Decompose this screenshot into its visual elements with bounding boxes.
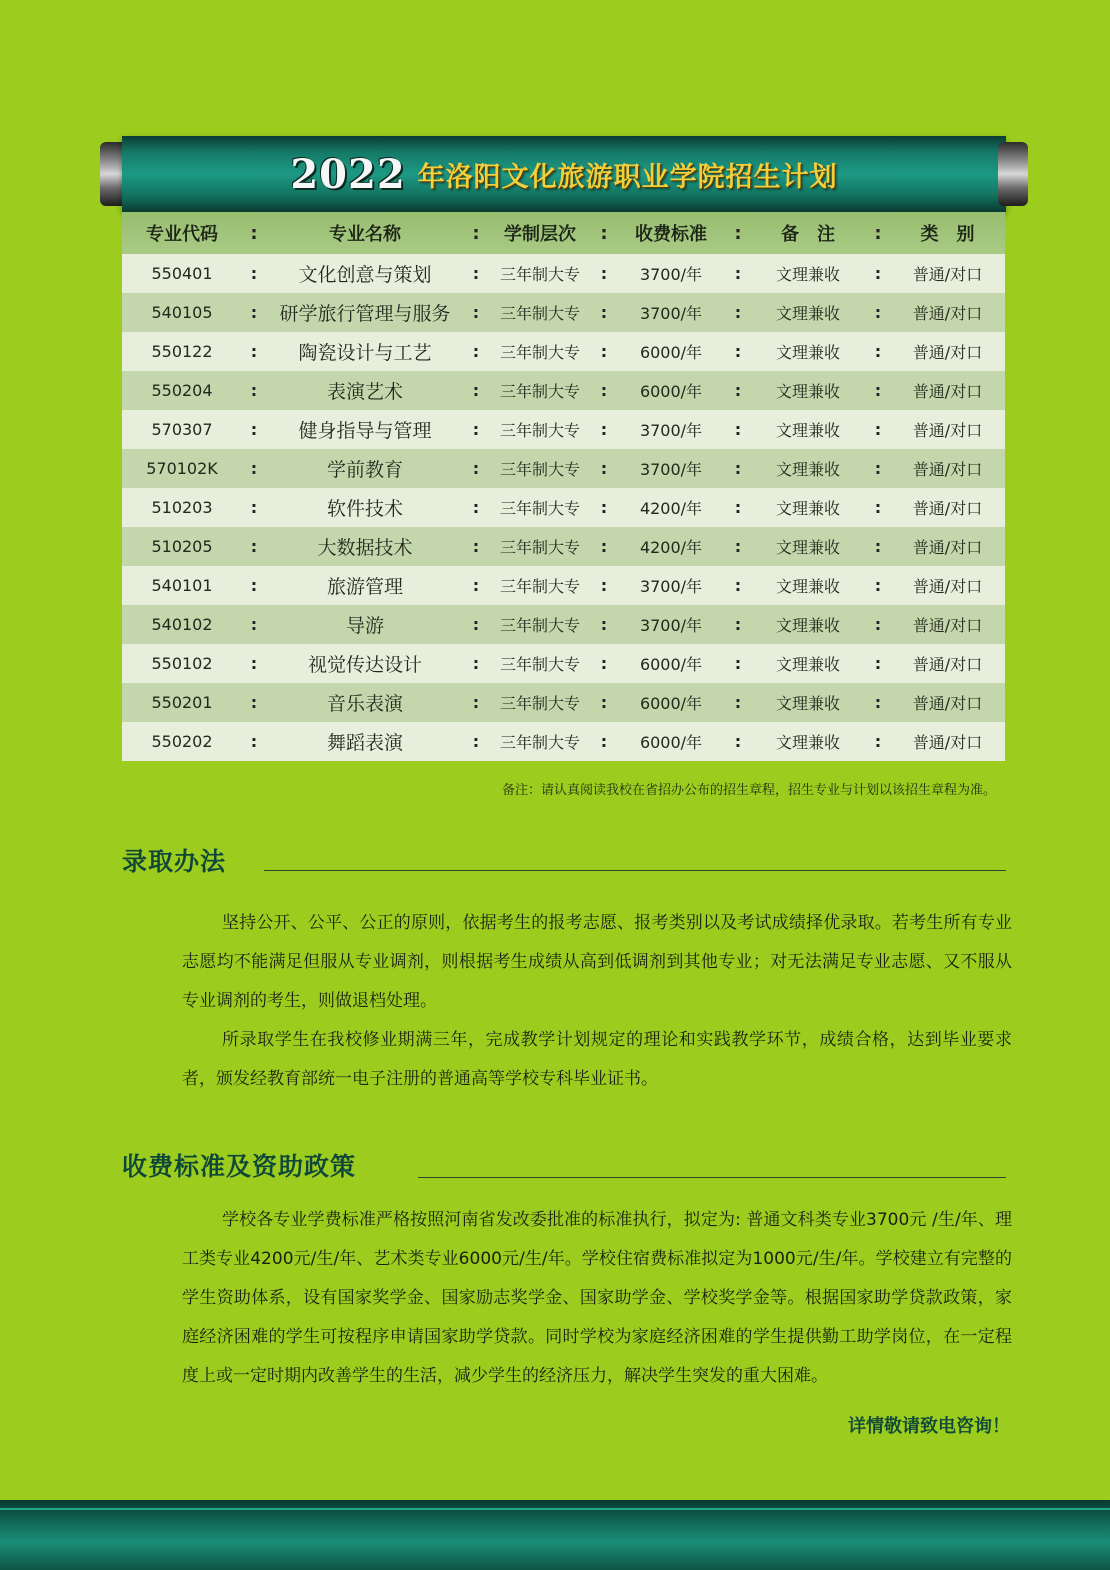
admission-paragraph-2: 所录取学生在我校修业期满三年，完成教学计划规定的理论和实践教学环节，成绩合格，达到毕业要求者，颁发经教育部统一电子注册的普通高等学校专科毕业证书。: [182, 1030, 1012, 1089]
cell-separator: :: [726, 566, 750, 605]
cell-category: 普通/对口: [890, 566, 1005, 605]
header-remark: 备 注: [750, 212, 866, 254]
cell-fee: 6000/年: [616, 332, 726, 371]
cell-code: 540102: [122, 605, 242, 644]
cell-remark: 文理兼收: [750, 683, 866, 722]
cell-level: 三年制大专: [488, 683, 592, 722]
cell-code: 510203: [122, 488, 242, 527]
header-fee: 收费标准: [616, 212, 726, 254]
cell-separator: :: [866, 683, 890, 722]
cell-separator: :: [592, 332, 616, 371]
cell-code: 550201: [122, 683, 242, 722]
cell-separator: :: [726, 488, 750, 527]
cell-name: 学前教育: [266, 449, 464, 488]
cell-category: 普通/对口: [890, 683, 1005, 722]
cell-level: 三年制大专: [488, 644, 592, 683]
cell-name: 导游: [266, 605, 464, 644]
banner-body: [122, 136, 1006, 212]
cell-separator: :: [592, 644, 616, 683]
cell-separator: :: [464, 566, 488, 605]
cell-category: 普通/对口: [890, 488, 1005, 527]
cell-separator: :: [592, 371, 616, 410]
cell-separator: :: [592, 293, 616, 332]
cell-separator: :: [592, 527, 616, 566]
cell-separator: :: [464, 722, 488, 761]
header-category: 类 别: [890, 212, 1005, 254]
cell-fee: 6000/年: [616, 371, 726, 410]
cell-separator: :: [242, 488, 266, 527]
cell-category: 普通/对口: [890, 449, 1005, 488]
table-row: [122, 449, 1005, 488]
cell-name: 视觉传达设计: [266, 644, 464, 683]
cell-separator: :: [464, 605, 488, 644]
cell-level: 三年制大专: [488, 410, 592, 449]
cell-fee: 6000/年: [616, 722, 726, 761]
cell-name: 大数据技术: [266, 527, 464, 566]
cell-separator: :: [726, 527, 750, 566]
cell-separator: :: [464, 332, 488, 371]
cell-separator: :: [726, 644, 750, 683]
table-row: [122, 254, 1005, 293]
cell-code: 510205: [122, 527, 242, 566]
cell-separator: :: [592, 722, 616, 761]
header-name: 专业名称: [266, 212, 464, 254]
banner-title: 年洛阳文化旅游职业学院招生计划: [417, 161, 838, 193]
cell-separator: :: [866, 410, 890, 449]
cell-remark: 文理兼收: [750, 566, 866, 605]
fees-section-title: 收费标准及资助政策: [122, 1152, 357, 1181]
table-row: [122, 722, 1005, 761]
cell-name: 健身指导与管理: [266, 410, 464, 449]
cell-name: 舞蹈表演: [266, 722, 464, 761]
table-row: [122, 371, 1005, 410]
cell-code: 570307: [122, 410, 242, 449]
cell-separator: :: [866, 566, 890, 605]
header-level: 学制层次: [488, 212, 592, 254]
cell-fee: 4200/年: [616, 488, 726, 527]
cell-separator: :: [242, 527, 266, 566]
cell-separator: :: [464, 527, 488, 566]
admission-paragraph-1: 坚持公开、公平、公正的原则，依据考生的报考志愿、报考类别以及考试成绩择优录取。若考生所有专业志愿均不能满足但服从专业调剂，则根据考生成绩从高到低调剂到其他专业；对无法满足专业志愿、又不服从专业调剂的考生，则做退档处理。: [182, 913, 1012, 1011]
cell-separator: :: [866, 488, 890, 527]
cell-fee: 6000/年: [616, 644, 726, 683]
cell-name: 音乐表演: [266, 683, 464, 722]
header-separator: :: [592, 212, 616, 254]
cell-separator: :: [242, 644, 266, 683]
cell-remark: 文理兼收: [750, 332, 866, 371]
cell-separator: :: [464, 254, 488, 293]
cell-separator: :: [242, 449, 266, 488]
cell-fee: 6000/年: [616, 683, 726, 722]
cell-separator: :: [866, 722, 890, 761]
fees-text: [182, 1201, 1012, 1396]
cell-fee: 3700/年: [616, 605, 726, 644]
cell-remark: 文理兼收: [750, 410, 866, 449]
cell-fee: 3700/年: [616, 566, 726, 605]
cell-category: 普通/对口: [890, 332, 1005, 371]
table-row: [122, 605, 1005, 644]
footer-bar: [0, 1500, 1110, 1570]
fees-title-rule: [418, 1177, 1006, 1178]
cell-fee: 3700/年: [616, 449, 726, 488]
cell-remark: 文理兼收: [750, 722, 866, 761]
header-code: 专业代码: [122, 212, 242, 254]
title-banner: [100, 136, 1028, 212]
cell-separator: :: [726, 722, 750, 761]
footer-stripe: [0, 1508, 1110, 1510]
cell-fee: 3700/年: [616, 410, 726, 449]
table-row: [122, 410, 1005, 449]
fees-paragraph-1: 学校各专业学费标准严格按照河南省发改委批准的标准执行，拟定为: 普通文科类专业3700元 /生/年、理工类专业4200元/生/年、艺术类专业6000元/生/年。学校住宿费标准拟定为1000元/生/年。学校建立有完整的学生资助体系，设有国家奖学金、国家励志奖学金、国家助学金、学校奖学金等。根据国家助学贷款政策，家庭经济困难的学生可按程序申请国家助学贷款。同时学校为家庭经济困难的学生提供勤工助学岗位，在一定程度上或一定时期内改善学生的生活，减少学生的经济压力，解决学生突发的重大困难。: [182, 1210, 1012, 1386]
table-row: [122, 527, 1005, 566]
cell-level: 三年制大专: [488, 488, 592, 527]
header-separator: :: [726, 212, 750, 254]
cell-separator: :: [592, 449, 616, 488]
scroll-roll-right: [998, 142, 1028, 206]
cell-separator: :: [464, 683, 488, 722]
cell-name: 表演艺术: [266, 371, 464, 410]
table-row: [122, 293, 1005, 332]
cell-name: 软件技术: [266, 488, 464, 527]
table-body: [122, 254, 1005, 761]
admission-text: [182, 904, 1012, 1099]
cell-separator: :: [866, 527, 890, 566]
cell-separator: :: [726, 449, 750, 488]
cell-remark: 文理兼收: [750, 644, 866, 683]
admission-section-title: 录取办法: [122, 847, 227, 876]
cell-separator: :: [866, 605, 890, 644]
cell-fee: 4200/年: [616, 527, 726, 566]
cell-separator: :: [464, 449, 488, 488]
cell-separator: :: [726, 410, 750, 449]
table-header-row: [122, 212, 1005, 254]
header-separator: :: [464, 212, 488, 254]
cell-level: 三年制大专: [488, 332, 592, 371]
cell-separator: :: [242, 722, 266, 761]
cell-category: 普通/对口: [890, 644, 1005, 683]
header-separator: :: [242, 212, 266, 254]
cell-separator: :: [726, 371, 750, 410]
banner-year: 2022: [290, 150, 406, 198]
cell-separator: :: [242, 293, 266, 332]
cell-code: 570102K: [122, 449, 242, 488]
cell-separator: :: [592, 488, 616, 527]
cell-code: 540101: [122, 566, 242, 605]
cell-separator: :: [866, 449, 890, 488]
cell-category: 普通/对口: [890, 254, 1005, 293]
cell-remark: 文理兼收: [750, 449, 866, 488]
cell-separator: :: [464, 293, 488, 332]
cell-level: 三年制大专: [488, 449, 592, 488]
cell-remark: 文理兼收: [750, 605, 866, 644]
cell-separator: :: [866, 644, 890, 683]
cell-separator: :: [726, 293, 750, 332]
cell-separator: :: [464, 644, 488, 683]
cell-fee: 3700/年: [616, 293, 726, 332]
consult-callout: 详情敬请致电咨询！: [848, 1416, 1010, 1437]
cell-code: 550122: [122, 332, 242, 371]
cell-code: 550204: [122, 371, 242, 410]
admission-title-rule: [264, 870, 1006, 871]
cell-separator: :: [242, 605, 266, 644]
cell-remark: 文理兼收: [750, 488, 866, 527]
cell-remark: 文理兼收: [750, 293, 866, 332]
cell-level: 三年制大专: [488, 293, 592, 332]
cell-category: 普通/对口: [890, 371, 1005, 410]
cell-remark: 文理兼收: [750, 371, 866, 410]
cell-separator: :: [592, 254, 616, 293]
cell-category: 普通/对口: [890, 293, 1005, 332]
cell-name: 旅游管理: [266, 566, 464, 605]
cell-remark: 文理兼收: [750, 254, 866, 293]
cell-separator: :: [866, 371, 890, 410]
cell-level: 三年制大专: [488, 722, 592, 761]
cell-category: 普通/对口: [890, 410, 1005, 449]
cell-separator: :: [242, 410, 266, 449]
cell-category: 普通/对口: [890, 527, 1005, 566]
cell-name: 文化创意与策划: [266, 254, 464, 293]
cell-separator: :: [242, 683, 266, 722]
cell-code: 550202: [122, 722, 242, 761]
header-separator: :: [866, 212, 890, 254]
cell-separator: :: [592, 605, 616, 644]
table-note: 备注：请认真阅读我校在省招办公布的招生章程，招生专业与计划以该招生章程为准。: [501, 783, 996, 798]
enrollment-plan-table: [122, 212, 1005, 761]
cell-category: 普通/对口: [890, 722, 1005, 761]
cell-level: 三年制大专: [488, 566, 592, 605]
cell-level: 三年制大专: [488, 605, 592, 644]
cell-code: 550401: [122, 254, 242, 293]
cell-separator: :: [464, 410, 488, 449]
cell-separator: :: [592, 683, 616, 722]
cell-separator: :: [592, 566, 616, 605]
cell-name: 陶瓷设计与工艺: [266, 332, 464, 371]
cell-separator: :: [866, 293, 890, 332]
cell-separator: :: [726, 254, 750, 293]
cell-separator: :: [866, 254, 890, 293]
cell-separator: :: [242, 371, 266, 410]
cell-level: 三年制大专: [488, 371, 592, 410]
cell-separator: :: [464, 488, 488, 527]
cell-separator: :: [866, 332, 890, 371]
cell-fee: 3700/年: [616, 254, 726, 293]
table-row: [122, 488, 1005, 527]
cell-separator: :: [726, 683, 750, 722]
cell-remark: 文理兼收: [750, 527, 866, 566]
cell-level: 三年制大专: [488, 254, 592, 293]
cell-separator: :: [242, 254, 266, 293]
cell-code: 550102: [122, 644, 242, 683]
cell-code: 540105: [122, 293, 242, 332]
cell-separator: :: [464, 371, 488, 410]
cell-separator: :: [242, 332, 266, 371]
table-row: [122, 644, 1005, 683]
cell-separator: :: [242, 566, 266, 605]
cell-category: 普通/对口: [890, 605, 1005, 644]
table-row: [122, 332, 1005, 371]
table-row: [122, 566, 1005, 605]
cell-name: 研学旅行管理与服务: [266, 293, 464, 332]
cell-separator: :: [726, 605, 750, 644]
cell-separator: :: [726, 332, 750, 371]
cell-separator: :: [592, 410, 616, 449]
table-row: [122, 683, 1005, 722]
cell-level: 三年制大专: [488, 527, 592, 566]
